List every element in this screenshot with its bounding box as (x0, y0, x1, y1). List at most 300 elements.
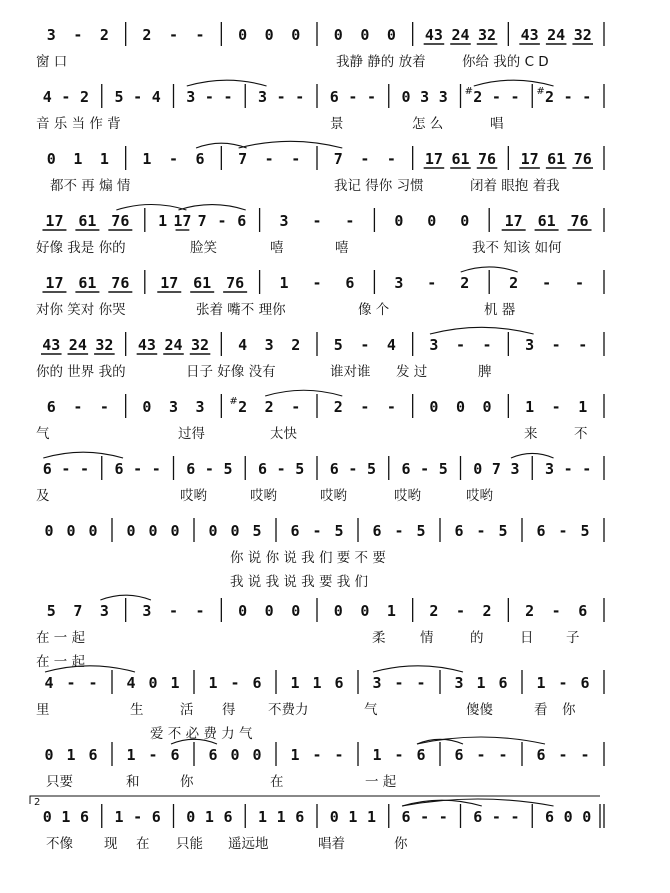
note-digit: 1 (66, 746, 76, 764)
note-digit: 3 (264, 336, 274, 354)
note-digit: 32 (478, 26, 497, 44)
lyric-text: 过得 (178, 426, 205, 442)
lyric-text: 只要 (46, 774, 73, 790)
note-digit: 0 (126, 522, 136, 540)
note-digit: - (498, 746, 508, 764)
note-digit: 17 (45, 212, 64, 230)
note-digit: 61 (78, 212, 97, 230)
note-digit: 0 (360, 602, 370, 620)
lyric-text: 哎哟 (250, 488, 277, 504)
note-digit: - (563, 88, 573, 106)
note-digit: - (291, 150, 301, 168)
note-digit: - (510, 88, 520, 106)
note-digit: - (66, 674, 76, 692)
note-digit: 0 (473, 460, 483, 478)
note-digit: 6 (329, 88, 339, 106)
lyric-text: 气 (36, 426, 50, 442)
note-digit: 0 (582, 808, 592, 826)
note-digit: - (348, 88, 358, 106)
lyric-text: 你 (180, 774, 194, 790)
lyric-text: 不 (574, 426, 588, 442)
note-digit: - (420, 808, 430, 826)
note-digit: 6 (345, 274, 355, 292)
slur-arc (116, 204, 186, 210)
note-digit: 17 (424, 150, 443, 168)
note-digit: - (394, 522, 404, 540)
lyric-text: 里 (36, 702, 50, 718)
note-digit: - (312, 746, 322, 764)
lyric-text: 景 (330, 116, 344, 132)
lyric-text: 我 说 我 说 我 要 我 们 (230, 574, 369, 590)
note-digit: 24 (164, 336, 183, 354)
slur-arc (265, 390, 342, 396)
note-digit: - (295, 88, 305, 106)
note-digit: - (360, 398, 370, 416)
note-digit: 2 (525, 602, 535, 620)
note-digit: 3 (394, 274, 404, 292)
note-digit: 76 (111, 212, 130, 230)
note-digit: 1 (170, 674, 180, 692)
note-digit: 6 (334, 674, 344, 692)
note-digit: 0 (148, 522, 158, 540)
note-digit: 0 (252, 746, 262, 764)
lyric-text: 我记 得你 习惯 (334, 178, 424, 194)
note-digit: 6 (195, 150, 205, 168)
note-digit: - (276, 88, 286, 106)
note-digit: 6 (578, 602, 588, 620)
note-digit: - (551, 336, 561, 354)
note-digit: 2 (473, 88, 483, 106)
note-digit: 61 (547, 150, 566, 168)
note-digit: 6 (545, 808, 555, 826)
sharp-sign: # (536, 86, 545, 97)
note-digit: - (482, 336, 492, 354)
note-digit: - (133, 460, 143, 478)
note-digit: 0 (66, 522, 76, 540)
lyric-text: 你 (394, 836, 408, 852)
note-digit: - (416, 674, 426, 692)
note-digit: 2 (429, 602, 439, 620)
note-digit: 3 (186, 88, 196, 106)
lyric-text: 来 (524, 426, 538, 442)
lyric-text: 音 乐 当 作 背 (36, 116, 121, 132)
note-digit: 2 (545, 88, 555, 106)
note-digit: 1 (204, 808, 214, 826)
lyric-text: 情 (420, 630, 434, 646)
note-digit: 7 (491, 460, 501, 478)
lyric-text: 脾 (478, 364, 492, 380)
note-digit: 3 (429, 336, 439, 354)
note-digit: 4 (126, 674, 136, 692)
lyric-text: 嘻 (270, 240, 284, 256)
note-digit: 3 (195, 398, 205, 416)
note-digit: 61 (537, 212, 556, 230)
note-digit: 0 (291, 26, 301, 44)
note-digit: - (542, 274, 552, 292)
note-digit: 4 (238, 336, 248, 354)
note-digit: - (360, 150, 370, 168)
slur-arc (239, 141, 343, 148)
note-digit: 6 (252, 674, 262, 692)
note-digit: 32 (573, 26, 592, 44)
lyric-text: 哎哟 (394, 488, 421, 504)
note-digit: 5 (498, 522, 508, 540)
note-digit: 32 (191, 336, 210, 354)
lyric-text: 你 说 你 说 我 们 要 不 要 (230, 550, 386, 566)
note-digit: - (575, 274, 585, 292)
note-digit: - (580, 746, 590, 764)
lyric-text: 气 (364, 702, 378, 718)
lyric-text: 嘻 (335, 240, 349, 256)
lyric-text: 在 一 起 (36, 630, 86, 646)
note-digit: 2 (333, 398, 343, 416)
note-digit: 6 (208, 746, 218, 764)
note-digit: - (99, 398, 109, 416)
note-digit: 1 (61, 808, 71, 826)
lyric-text: 太快 (270, 426, 297, 442)
note-digit: 6 (580, 674, 590, 692)
note-digit: 1 (114, 808, 124, 826)
note-digit: 0 (333, 602, 343, 620)
note-digit: 43 (424, 26, 443, 44)
note-digit: 1 (208, 674, 218, 692)
note-digit: 0 (44, 746, 54, 764)
note-digit: 0 (42, 808, 52, 826)
lyric-text: 我静 静的 放着 (336, 54, 426, 70)
note-digit: - (563, 460, 573, 478)
note-digit: 0 (238, 26, 248, 44)
note-digit: - (61, 460, 71, 478)
lyric-text: 一 起 (365, 774, 397, 790)
note-digit: - (217, 212, 227, 230)
note-digit: - (276, 460, 286, 478)
slur-arc (373, 666, 463, 672)
note-digit: 1 (279, 274, 289, 292)
note-digit: 4 (42, 88, 52, 106)
lyric-text: 我不 知该 如何 (472, 240, 562, 256)
note-digit: 7 (197, 212, 207, 230)
lyric-text: 只能 (176, 836, 203, 852)
note-digit: 2 (79, 88, 89, 106)
note-digit: - (578, 336, 588, 354)
note-digit: - (558, 522, 568, 540)
note-digit: 1 (158, 212, 168, 230)
note-digit: 6 (536, 522, 546, 540)
note-digit: - (345, 212, 355, 230)
lyric-text: 你 (562, 702, 576, 718)
note-digit: 6 (416, 746, 426, 764)
note-digit: 17 (520, 150, 539, 168)
lyric-text: 谁对谁 (330, 364, 371, 380)
note-digit: 61 (78, 274, 97, 292)
note-digit: 76 (573, 150, 592, 168)
note-digit: 3 (510, 460, 520, 478)
note-digit: 1 (386, 602, 396, 620)
note-digit: 1 (258, 808, 268, 826)
note-digit: 6 (329, 460, 339, 478)
lyric-text: 和 (126, 774, 140, 790)
note-digit: 5 (114, 88, 124, 106)
note-digit: - (73, 26, 83, 44)
note-digit: - (420, 460, 430, 478)
note-digit: 6 (79, 808, 89, 826)
note-digit: 3 (258, 88, 268, 106)
note-digit: 0 (563, 808, 573, 826)
note-digit: 0 (170, 522, 180, 540)
lyric-text: 活 (180, 702, 194, 718)
note-digit: 6 (473, 808, 483, 826)
note-digit: - (491, 88, 501, 106)
note-digit: 17 (173, 212, 192, 230)
note-digit: 4 (44, 674, 54, 692)
lyric-text: 遥远地 (228, 836, 269, 852)
note-digit: - (386, 398, 396, 416)
slur-arc (43, 452, 123, 458)
note-digit: 0 (230, 522, 240, 540)
ending-number: 2 (34, 797, 41, 808)
note-digit: 0 (148, 674, 158, 692)
note-digit: 0 (264, 26, 274, 44)
note-digit: - (291, 398, 301, 416)
note-digit: - (88, 674, 98, 692)
sharp-sign: # (464, 86, 473, 97)
note-digit: 6 (372, 522, 382, 540)
note-digit: 2 (482, 602, 492, 620)
note-digit: 1 (372, 746, 382, 764)
note-digit: 0 (186, 808, 196, 826)
note-digit: 6 (114, 460, 124, 478)
note-digit: 3 (545, 460, 555, 478)
ending-bracket (30, 796, 600, 804)
note-digit: 2 (99, 26, 109, 44)
lyric-text: 哎哟 (320, 488, 347, 504)
note-digit: 1 (312, 674, 322, 692)
note-digit: 17 (45, 274, 64, 292)
note-digit: - (491, 808, 501, 826)
note-digit: 0 (460, 212, 470, 230)
note-digit: 76 (570, 212, 589, 230)
lyric-text: 在 (136, 836, 150, 852)
note-digit: 24 (68, 336, 87, 354)
note-digit: 6 (223, 808, 233, 826)
note-digit: - (582, 460, 592, 478)
note-digit: 1 (142, 150, 152, 168)
note-digit: - (148, 746, 158, 764)
lyric-text: 现 (104, 836, 118, 852)
note-digit: - (438, 808, 448, 826)
note-digit: 61 (193, 274, 212, 292)
note-digit: 6 (258, 460, 268, 478)
lyric-text: 不像 (46, 836, 73, 852)
lyric-text: 你给 我的 C D (462, 54, 549, 70)
note-digit: 6 (88, 746, 98, 764)
note-digit: - (360, 336, 370, 354)
note-digit: 2 (264, 398, 274, 416)
note-digit: 3 (142, 602, 152, 620)
note-digit: - (455, 602, 466, 620)
note-digit: 1 (290, 674, 300, 692)
note-digit: 1 (276, 808, 286, 826)
lyric-text: 子 (566, 630, 580, 646)
note-digit: 0 (142, 398, 152, 416)
note-digit: 1 (476, 674, 486, 692)
note-digit: 2 (238, 398, 248, 416)
note-digit: 6 (170, 746, 180, 764)
note-digit: 1 (73, 150, 83, 168)
note-digit: - (582, 88, 592, 106)
note-digit: 7 (238, 150, 248, 168)
note-digit: - (551, 398, 561, 416)
note-digit: 6 (237, 212, 247, 230)
note-digit: 3 (99, 602, 109, 620)
note-digit: - (348, 460, 358, 478)
note-digit: 32 (95, 336, 114, 354)
note-digit: - (168, 602, 179, 620)
note-digit: 6 (151, 808, 161, 826)
note-digit: 6 (401, 460, 411, 478)
note-digit: 5 (416, 522, 426, 540)
lyric-text: 日 (520, 630, 534, 646)
note-digit: - (455, 336, 466, 354)
note-digit: - (558, 674, 568, 692)
note-digit: 4 (386, 336, 396, 354)
note-digit: 0 (394, 212, 404, 230)
note-digit: 0 (88, 522, 98, 540)
note-digit: 7 (73, 602, 83, 620)
note-digit: 5 (46, 602, 56, 620)
note-digit: 17 (504, 212, 523, 230)
note-digit: - (476, 522, 486, 540)
note-digit: 3 (454, 674, 464, 692)
note-digit: - (204, 88, 214, 106)
note-digit: 61 (451, 150, 470, 168)
note-digit: 76 (478, 150, 497, 168)
note-digit: - (133, 88, 143, 106)
note-digit: 7 (333, 150, 343, 168)
note-digit: 5 (333, 336, 343, 354)
note-digit: 0 (264, 602, 274, 620)
note-digit: - (195, 602, 205, 620)
note-digit: 2 (460, 274, 470, 292)
lyric-text: 爱 不 必 费 力 气 (150, 726, 253, 742)
lyric-text: 唱 (490, 116, 504, 132)
lyric-text: 闭着 眼抱 着我 (470, 178, 560, 194)
lyric-text: 都不 再 煽 情 (50, 178, 131, 194)
note-digit: - (204, 460, 214, 478)
note-digit: 0 (455, 398, 466, 416)
note-digit: 1 (290, 746, 300, 764)
note-digit: - (223, 88, 233, 106)
note-digit: 0 (238, 602, 248, 620)
note-digit: - (551, 602, 561, 620)
note-digit: 3 (438, 88, 448, 106)
note-digit: 5 (252, 522, 262, 540)
note-digit: 43 (42, 336, 61, 354)
note-digit: 1 (536, 674, 546, 692)
note-digit: 6 (454, 746, 464, 764)
note-digit: - (79, 460, 89, 478)
note-digit: 0 (482, 398, 492, 416)
note-digit: 3 (420, 88, 430, 106)
note-digit: - (334, 746, 344, 764)
slur-arc (417, 737, 545, 744)
note-digit: 6 (186, 460, 196, 478)
note-digit: 5 (334, 522, 344, 540)
note-digit: 0 (46, 150, 56, 168)
lyric-text: 柔 (372, 630, 386, 646)
lyric-text: 不费力 (268, 702, 309, 718)
note-digit: 24 (451, 26, 470, 44)
note-digit: - (427, 274, 437, 292)
lyric-text: 的 (470, 630, 484, 646)
note-digit: 2 (142, 26, 152, 44)
note-digit: 6 (295, 808, 305, 826)
note-digit: 3 (525, 336, 535, 354)
note-digit: 3 (46, 26, 56, 44)
note-digit: - (230, 674, 240, 692)
note-digit: 6 (454, 522, 464, 540)
note-digit: 5 (438, 460, 448, 478)
note-digit: - (394, 674, 404, 692)
note-digit: 5 (223, 460, 233, 478)
note-digit: 0 (291, 602, 301, 620)
slur-arc (187, 80, 267, 86)
note-digit: 0 (401, 88, 411, 106)
note-digit: - (168, 150, 179, 168)
note-digit: - (168, 26, 179, 44)
slur-arc (178, 205, 245, 210)
note-digit: 1 (578, 398, 588, 416)
note-digit: - (312, 274, 322, 292)
note-digit: 76 (111, 274, 130, 292)
lyric-text: 窗 口 (36, 54, 68, 70)
sharp-sign: # (229, 396, 238, 407)
note-digit: 24 (547, 26, 566, 44)
note-digit: 0 (44, 522, 54, 540)
note-digit: 4 (151, 88, 161, 106)
lyric-text: 生 (130, 702, 144, 718)
note-digit: 0 (427, 212, 437, 230)
note-digit: 2 (509, 274, 519, 292)
note-digit: - (558, 746, 568, 764)
note-digit: 6 (401, 808, 411, 826)
note-digit: - (264, 150, 274, 168)
note-digit: - (510, 808, 520, 826)
note-digit: 6 (290, 522, 300, 540)
note-digit: 0 (429, 398, 439, 416)
note-digit: 0 (333, 26, 343, 44)
note-digit: 6 (46, 398, 56, 416)
note-digit: 5 (295, 460, 305, 478)
lyric-text: 像 个 (358, 302, 390, 318)
note-digit: - (366, 88, 376, 106)
lyric-text: 你的 世界 我的 (36, 364, 126, 380)
lyric-text: 脸笑 (190, 240, 217, 256)
note-digit: 6 (536, 746, 546, 764)
note-digit: 76 (226, 274, 245, 292)
note-digit: 0 (360, 26, 370, 44)
note-digit: 5 (580, 522, 590, 540)
note-digit: 0 (329, 808, 339, 826)
lyric-text: 在 (270, 774, 284, 790)
note-digit: 43 (520, 26, 539, 44)
note-digit: 1 (126, 746, 136, 764)
lyric-text: 机 器 (484, 302, 516, 318)
note-digit: 3 (372, 674, 382, 692)
note-digit: 1 (366, 808, 376, 826)
lyric-text: 发 过 (396, 364, 428, 380)
note-digit: - (386, 150, 396, 168)
